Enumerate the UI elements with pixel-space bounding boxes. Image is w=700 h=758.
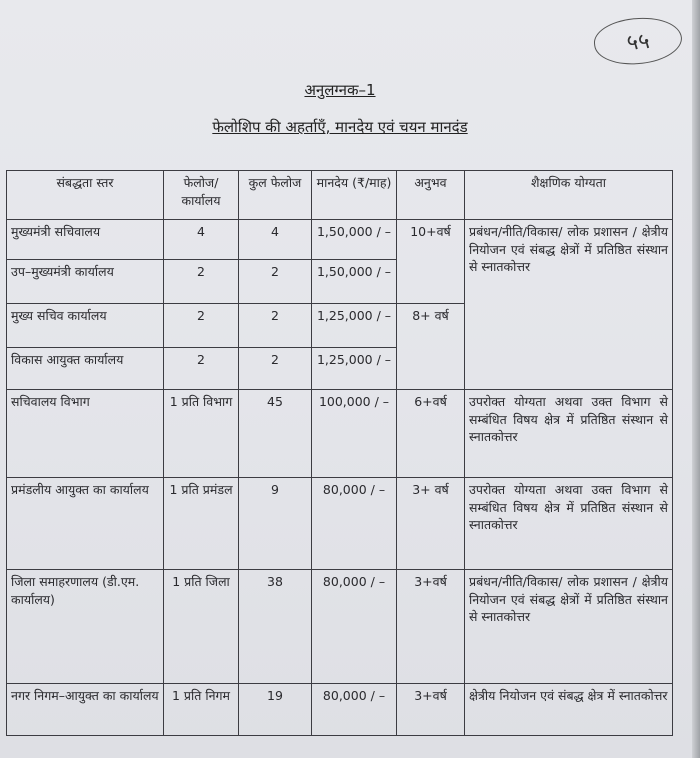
cell-per-office: 2: [164, 304, 239, 348]
cell-level: मुख्यमंत्री सचिवालय: [7, 220, 164, 260]
cell-qualification: क्षेत्रीय नियोजन एवं संबद्ध क्षेत्र में स्नातकोत्तर: [465, 684, 673, 736]
cell-total: 45: [239, 390, 312, 478]
cell-per-office: 1 प्रति प्रमंडल: [164, 478, 239, 570]
cell-per-office: 1 प्रति निगम: [164, 684, 239, 736]
cell-experience-empty: [397, 348, 465, 390]
cell-experience-group-b: 8+ वर्ष: [397, 304, 465, 348]
cell-honorarium: 80,000 / –: [312, 570, 397, 684]
annexure-title: अनुलग्नक–1: [304, 81, 376, 99]
header-fellows-per-office: फेलोज/ कार्यालय: [164, 171, 239, 220]
cell-honorarium: 1,50,000 / –: [312, 260, 397, 304]
page-number: ५५: [592, 14, 684, 69]
cell-level: सचिवालय विभाग: [7, 390, 164, 478]
header-qualification: शैक्षणिक योग्यता: [465, 171, 673, 220]
cell-honorarium: 1,25,000 / –: [312, 304, 397, 348]
cell-per-office: 1 प्रति जिला: [164, 570, 239, 684]
cell-level: उप–मुख्यमंत्री कार्यालय: [7, 260, 164, 304]
cell-honorarium: 80,000 / –: [312, 684, 397, 736]
cell-level: मुख्य सचिव कार्यालय: [7, 304, 164, 348]
cell-honorarium: 80,000 / –: [312, 478, 397, 570]
cell-experience: 3+वर्ष: [397, 570, 465, 684]
cell-experience: 3+वर्ष: [397, 684, 465, 736]
cell-per-office: 2: [164, 348, 239, 390]
table-row: [7, 478, 673, 570]
cell-experience-empty: [397, 260, 465, 304]
table-row: [7, 390, 673, 478]
header-total-fellows: कुल फेलोज: [239, 171, 312, 220]
cell-per-office: 2: [164, 260, 239, 304]
cell-level: प्रमंडलीय आयुक्त का कार्यालय: [7, 478, 164, 570]
cell-total: 2: [239, 260, 312, 304]
cell-qualification: उपरोक्त योग्यता अथवा उक्त विभाग से सम्बंधित विषय क्षेत्र में प्रतिष्ठित संस्थान से स्नातकोत्तर: [465, 478, 673, 570]
cell-total: 2: [239, 304, 312, 348]
cell-qualification-group: प्रबंधन/नीति/विकास/ लोक प्रशासन / क्षेत्रीय नियोजन एवं संबद्ध क्षेत्रों में प्रतिष्ठित संस्थान से स्नातकोत्तर: [465, 220, 673, 390]
cell-level: नगर निगम–आयुक्त का कार्यालय: [7, 684, 164, 736]
cell-per-office: 4: [164, 220, 239, 260]
cell-total: 2: [239, 348, 312, 390]
table-row: [7, 684, 673, 736]
cell-experience-group-a: 10+वर्ष: [397, 220, 465, 260]
cell-total: 19: [239, 684, 312, 736]
cell-honorarium: 1,50,000 / –: [312, 220, 397, 260]
cell-level: जिला समाहरणालय (डी.एम. कार्यालय): [7, 570, 164, 684]
table-row: [7, 220, 673, 260]
cell-level: विकास आयुक्त कार्यालय: [7, 348, 164, 390]
header-level: संबद्धता स्तर: [7, 171, 164, 220]
cell-total: 4: [239, 220, 312, 260]
cell-per-office: 1 प्रति विभाग: [164, 390, 239, 478]
cell-total: 9: [239, 478, 312, 570]
header-experience: अनुभव: [397, 171, 465, 220]
page-edge-shadow: [692, 0, 700, 758]
header-honorarium: मानदेय (₹/माह): [312, 171, 397, 220]
cell-experience: 6+वर्ष: [397, 390, 465, 478]
cell-honorarium: 1,25,000 / –: [312, 348, 397, 390]
document-title: फेलोशिप की अहर्ताएँ, मानदेय एवं चयन मानदंड: [212, 118, 468, 136]
cell-qualification: प्रबंधन/नीति/विकास/ लोक प्रशासन / क्षेत्रीय नियोजन एवं संबद्ध क्षेत्रों में प्रतिष्ठित संस्थान से स्नातकोत्तर: [465, 570, 673, 684]
cell-total: 38: [239, 570, 312, 684]
cell-qualification: उपरोक्त योग्यता अथवा उक्त विभाग से सम्बंधित विषय क्षेत्र में प्रतिष्ठित संस्थान से स्नातकोत्तर: [465, 390, 673, 478]
table-row: [7, 570, 673, 684]
fellowship-table: [6, 170, 673, 736]
cell-experience: 3+ वर्ष: [397, 478, 465, 570]
cell-honorarium: 100,000 / –: [312, 390, 397, 478]
table-header-row: [7, 171, 673, 220]
